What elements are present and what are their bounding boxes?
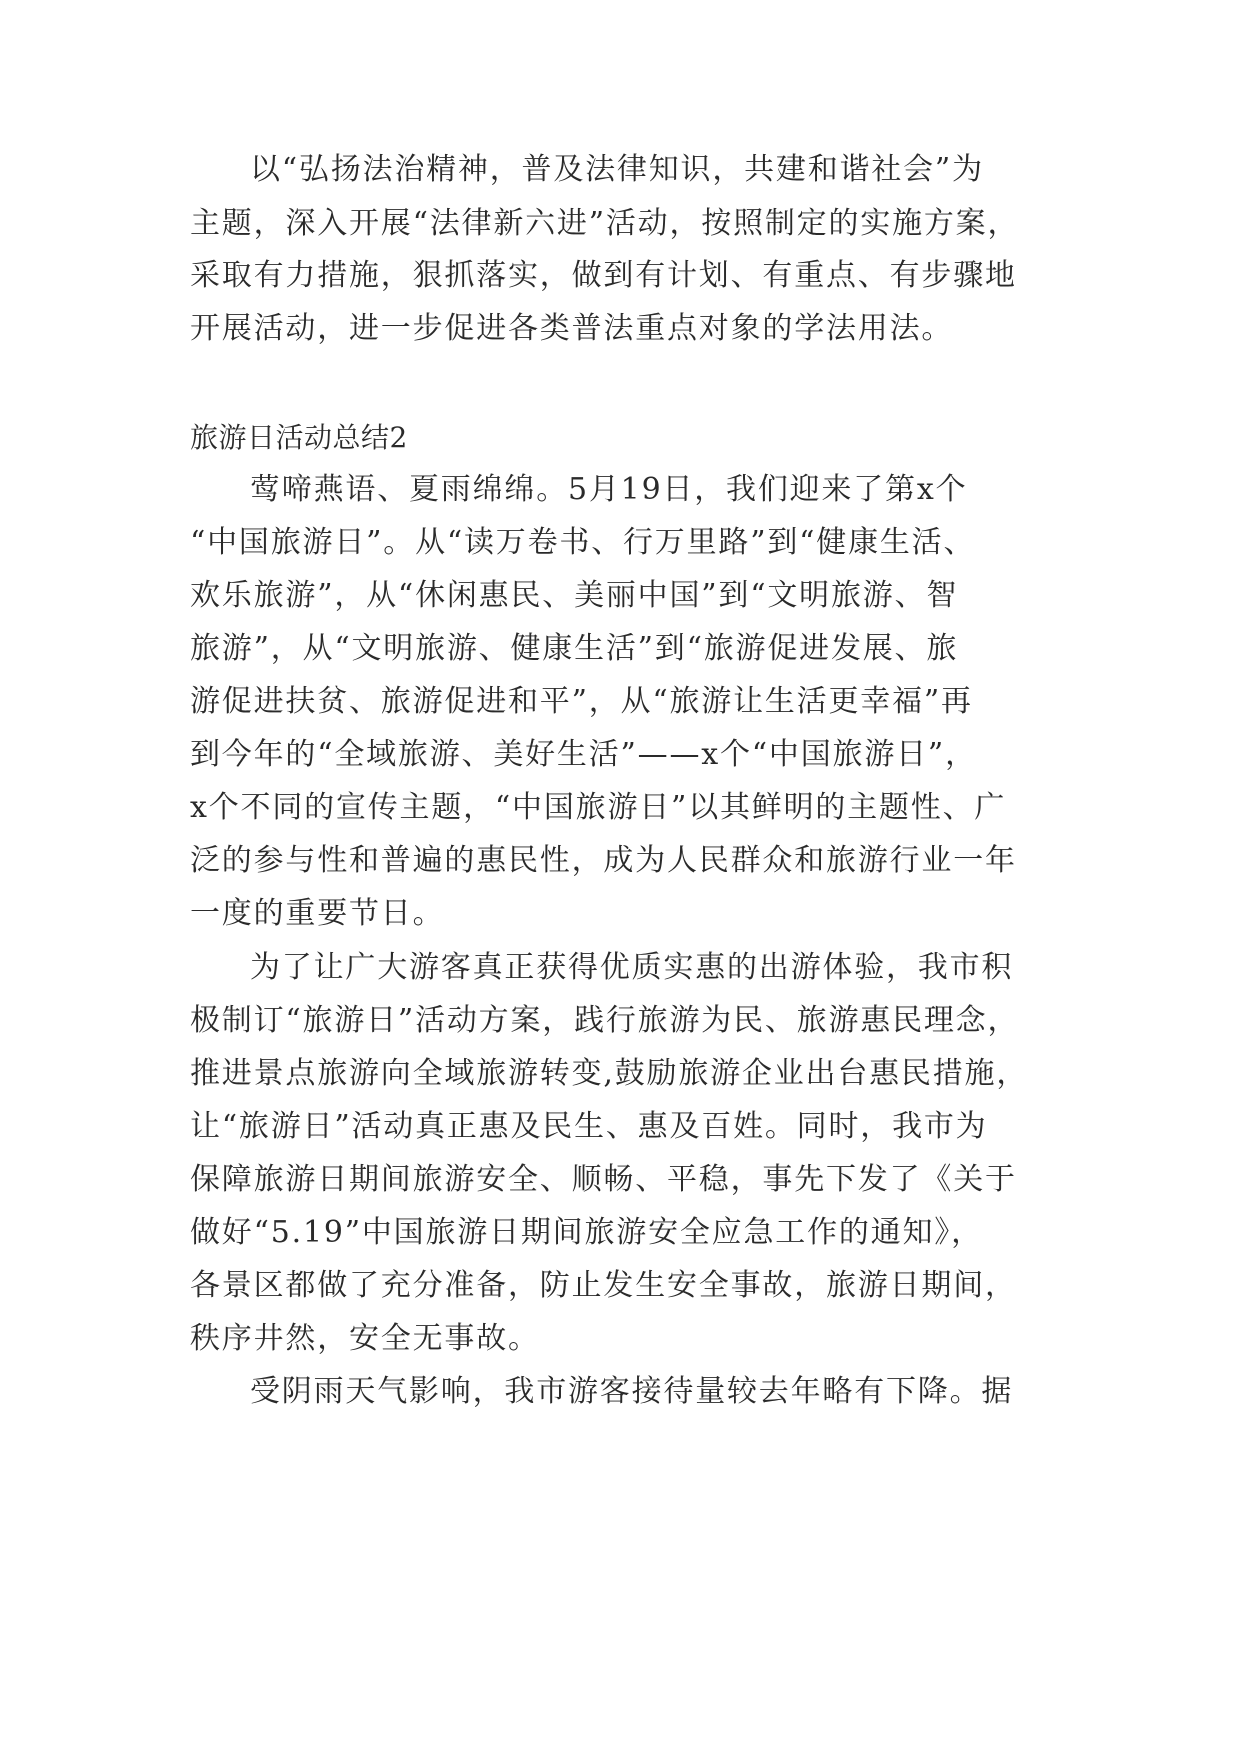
paragraph-1-line-3: 采取有力措施，狠抓落实，做到有计划、有重点、有步骤地 [190, 258, 1017, 293]
paragraph-2-line-6: 到今年的“全域旅游、美好生活”——x个“中国旅游日”， [190, 737, 977, 772]
paragraph-1-line-4: 开展活动，进一步促进各类普法重点对象的学法用法。 [190, 311, 954, 346]
paragraph-1-line-1: 以“弘扬法治精神，普及法律知识，共建和谐社会”为 [250, 152, 984, 187]
paragraph-2-line-8: 泛的参与性和普遍的惠民性，成为人民群众和旅游行业一年 [190, 843, 1017, 878]
paragraph-1-line-2: 主题，深入开展“法律新六进”活动，按照制定的实施方案， [190, 206, 1020, 241]
paragraph-2-line-9: 一度的重要节日。 [190, 896, 445, 931]
paragraph-3-line-3: 推进景点旅游向全域旅游转变,鼓励旅游企业出台惠民措施， [190, 1056, 1029, 1091]
paragraph-3-line-6: 做好“5.19”中国旅游日期间旅游安全应急工作的通知》， [190, 1215, 983, 1250]
paragraph-2-line-4: 旅游”，从“文明旅游、健康生活”到“旅游促进发展、旅 [190, 631, 959, 666]
paragraph-2-line-1: 莺啼燕语、夏雨绵绵。5月19日，我们迎来了第x个 [250, 472, 968, 507]
paragraph-4-line-1: 受阴雨天气影响，我市游客接待量较去年略有下降。据 [250, 1374, 1014, 1409]
paragraph-2-line-5: 游促进扶贫、旅游促进和平”，从“旅游让生活更幸福”再 [190, 684, 973, 719]
paragraph-3-line-5: 保障旅游日期间旅游安全、顺畅、平稳，事先下发了《关于 [190, 1162, 1017, 1197]
paragraph-3-line-4: 让“旅游日”活动真正惠及民生、惠及百姓。同时，我市为 [190, 1109, 988, 1144]
paragraph-3-line-8: 秩序井然，安全无事故。 [190, 1321, 540, 1356]
paragraph-3-line-1: 为了让广大游客真正获得优质实惠的出游体验，我市积 [250, 950, 1014, 985]
paragraph-2-line-2: “中国旅游日”。从“读万卷书、行万里路”到“健康生活、 [190, 525, 976, 560]
paragraph-3-line-2: 极制订“旅游日”活动方案，践行旅游为民、旅游惠民理念， [190, 1003, 1020, 1038]
paragraph-2-line-3: 欢乐旅游”，从“休闲惠民、美丽中国”到“文明旅游、智 [190, 578, 959, 613]
paragraph-3-line-7: 各景区都做了充分准备，防止发生安全事故，旅游日期间， [190, 1268, 1017, 1303]
section-heading: 旅游日活动总结2 [190, 421, 408, 454]
paragraph-2-line-7: x个不同的宣传主题，“中国旅游日”以其鲜明的主题性、广 [190, 790, 1007, 825]
